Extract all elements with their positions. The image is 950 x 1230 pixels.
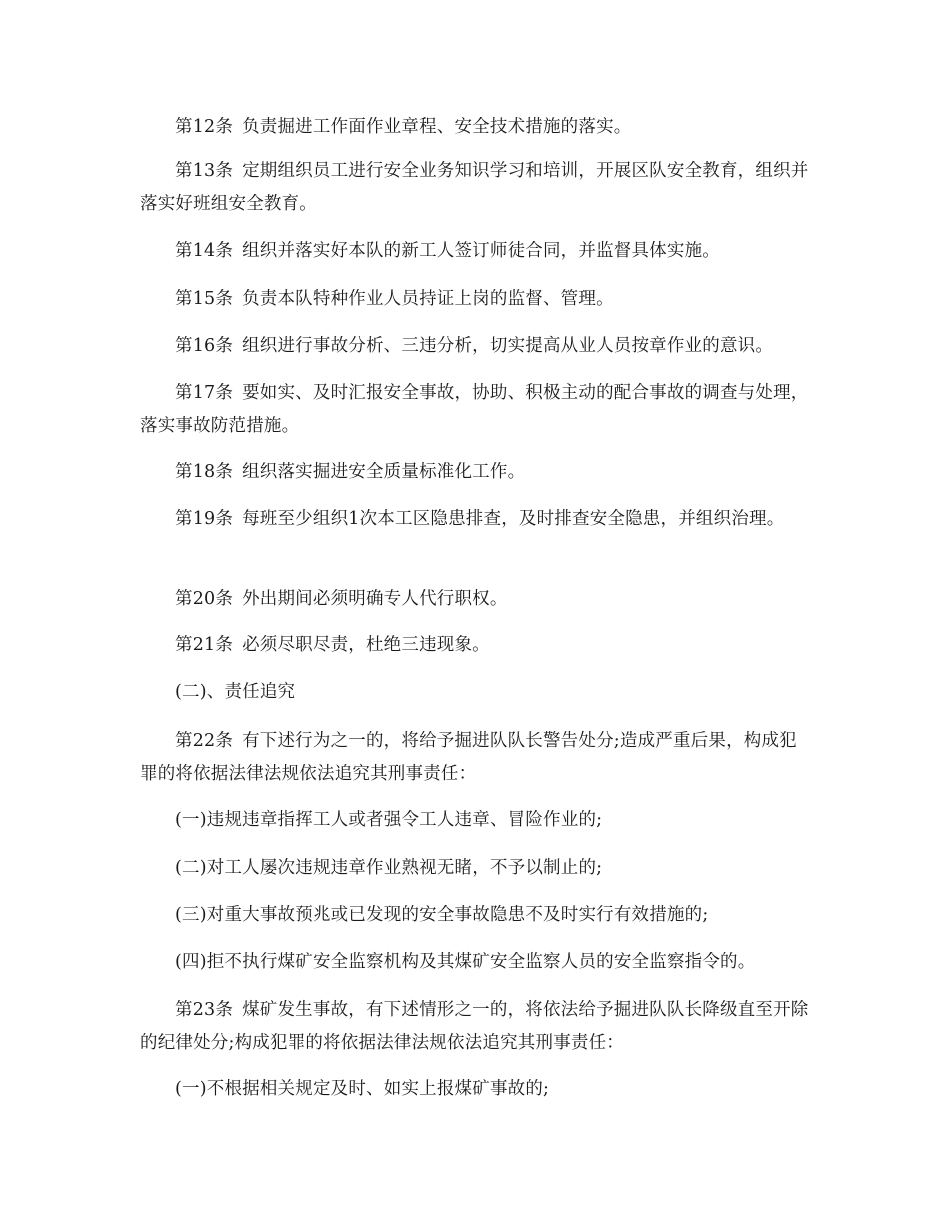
article-label: 第23条 <box>175 1000 234 1020</box>
list-item-text: (一)不根据相关规定及时、如实上报煤矿事故的; <box>175 1079 550 1099</box>
article-17 <box>140 377 810 443</box>
article-12 <box>140 111 810 144</box>
article-22 <box>140 725 810 791</box>
list-item-text: (四)拒不执行煤矿安全监察机构及其煤矿安全监察人员的安全监察指令的。 <box>175 952 756 972</box>
list-item <box>140 804 810 837</box>
article-15 <box>140 283 810 316</box>
article-text: 有下述行为之一的，将给予掘进队队长警告处分;造成严重后果，构成犯罪的将依据法律法规依法追究其刑事责任： <box>140 731 797 784</box>
article-text: 必须尽职尽责，杜绝三违现象。 <box>242 635 490 655</box>
article-text: 负责本队特种作业人员持证上岗的监督、管理。 <box>242 289 614 309</box>
article-label: 第20条 <box>175 589 234 609</box>
article-label: 第21条 <box>175 635 234 655</box>
article-label: 第15条 <box>175 289 234 309</box>
article-label: 第17条 <box>175 383 234 403</box>
article-13 <box>140 155 810 221</box>
article-text: 外出期间必须明确专人代行职权。 <box>242 589 508 609</box>
article-label: 第12条 <box>175 117 234 137</box>
article-label: 第13条 <box>175 161 234 181</box>
article-label: 第22条 <box>175 731 234 751</box>
article-text: 煤矿发生事故，有下述情形之一的，将依法给予掘进队队长降级直至开除的纪律处分;构成犯罪的将依据法律法规依法追究其刑事责任： <box>140 1000 809 1053</box>
list-item <box>140 946 810 979</box>
article-text: 要如实、及时汇报安全事故，协助、积极主动的配合事故的调查与处理，落实事故防范措施。 <box>140 383 809 436</box>
article-text: 组织落实掘进安全质量标准化工作。 <box>242 462 526 482</box>
section-heading <box>140 676 810 709</box>
article-text: 组织并落实好本队的新工人签订师徒合同，并监督具体实施。 <box>242 241 720 261</box>
article-text: 定期组织员工进行安全业务知识学习和培训，开展区队安全教育，组织并落实好班组安全教育。 <box>140 161 809 214</box>
article-23 <box>140 994 810 1060</box>
list-item <box>140 852 810 885</box>
list-item-text: (一)违规违章指挥工人或者强令工人违章、冒险作业的; <box>175 810 603 830</box>
article-18 <box>140 456 810 489</box>
article-label: 第14条 <box>175 241 234 261</box>
article-text: 组织进行事故分析、三违分析，切实提高从业人员按章作业的意识。 <box>242 336 774 356</box>
article-16 <box>140 330 810 363</box>
section-heading-text: (二)、责任追究 <box>175 682 296 702</box>
article-label: 第19条 <box>175 509 234 529</box>
article-text: 负责掘进工作面作业章程、安全技术措施的落实。 <box>242 117 632 137</box>
article-21 <box>140 629 810 662</box>
article-19 <box>140 503 810 536</box>
list-item <box>140 899 810 932</box>
list-item-text: (三)对重大事故预兆或已发现的安全事故隐患不及时实行有效措施的; <box>175 905 709 925</box>
article-label: 第18条 <box>175 462 234 482</box>
article-14 <box>140 235 810 268</box>
list-item-text: (二)对工人屡次违规违章作业熟视无睹，不予以制止的; <box>175 858 603 878</box>
article-text: 每班至少组织1次本工区隐患排查，及时排查安全隐患，并组织治理。 <box>242 509 785 529</box>
article-label: 第16条 <box>175 336 234 356</box>
article-20 <box>140 583 810 616</box>
list-item <box>140 1073 810 1106</box>
